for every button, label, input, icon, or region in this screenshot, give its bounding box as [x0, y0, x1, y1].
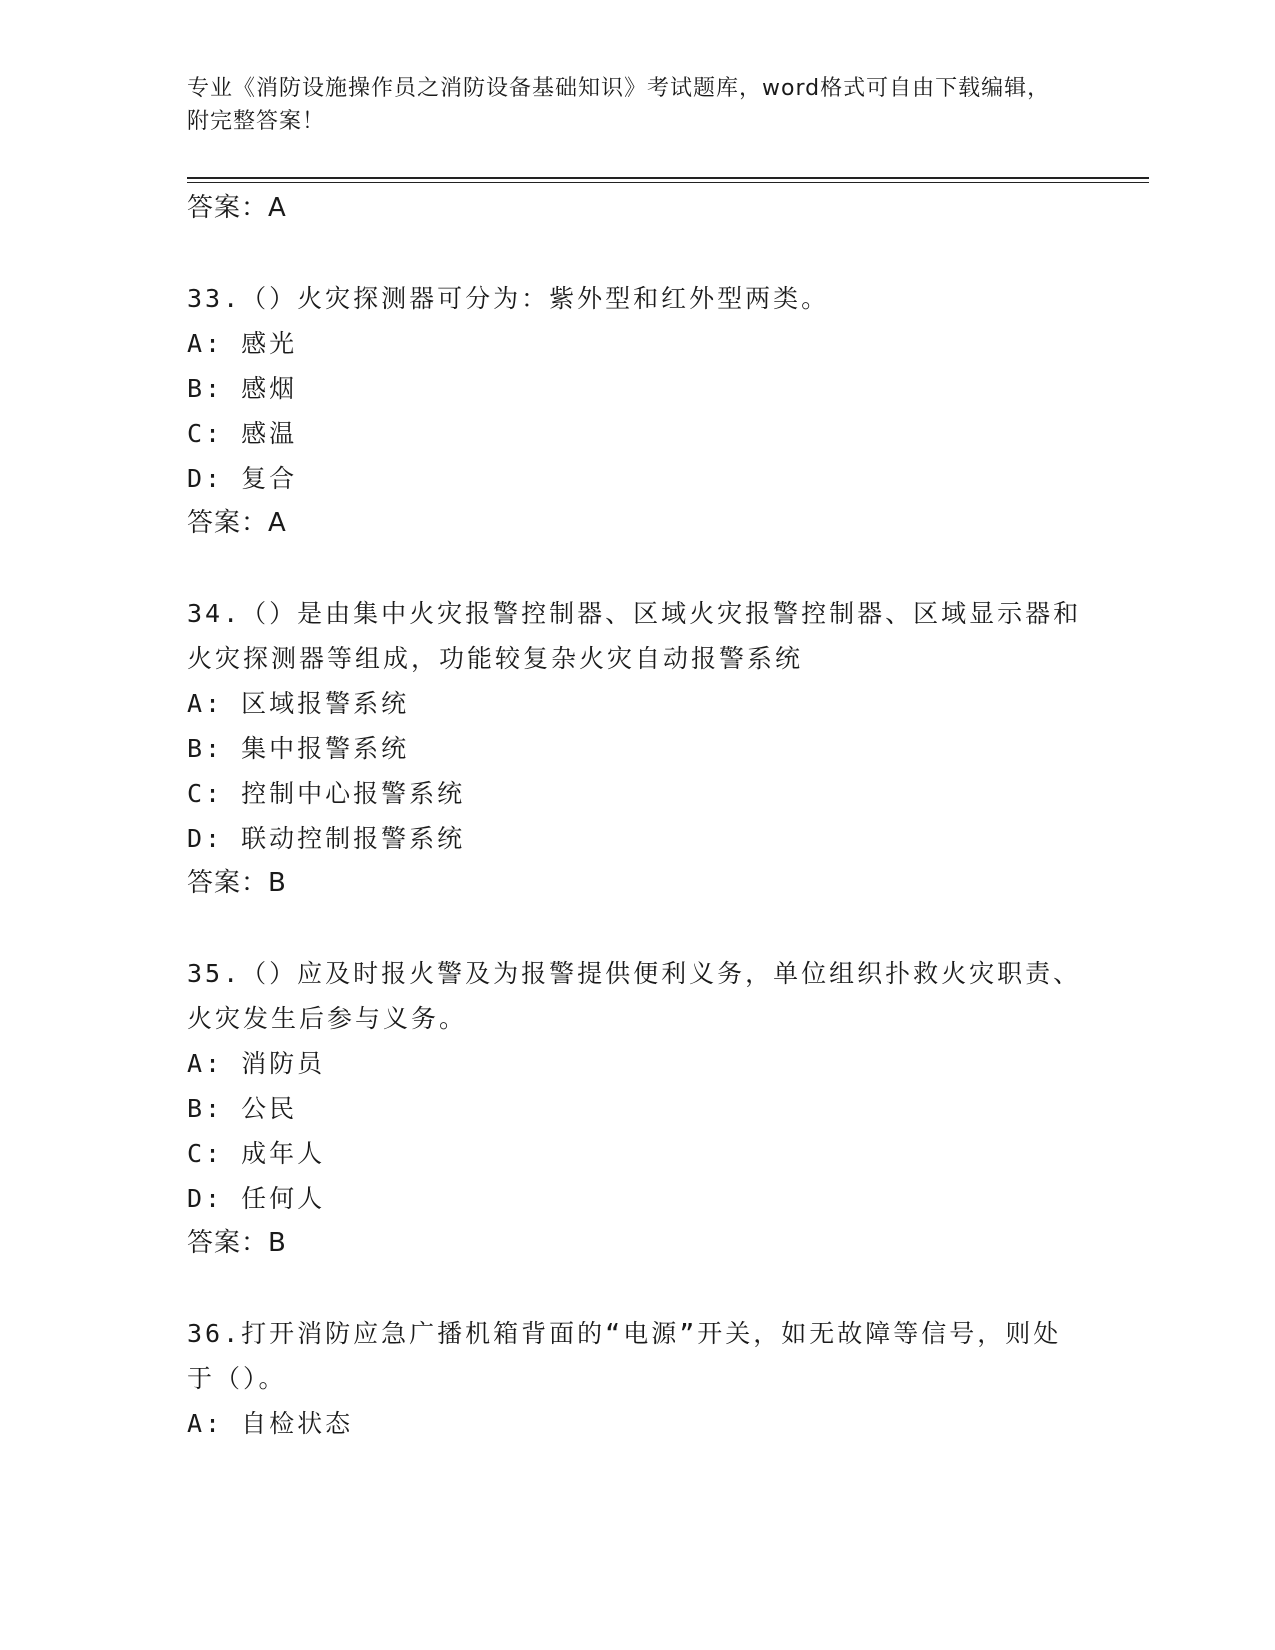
option-a: A: 区域报警系统 — [187, 689, 410, 718]
question-stem: 34.（）是由集中火灾报警控制器、区域火灾报警控制器、区域显示器和火灾探测器等组成，功能较复杂火灾自动报警系统 — [187, 599, 1082, 673]
option-c: C: 控制中心报警系统 — [187, 779, 466, 808]
question-36 — [187, 1311, 1087, 1446]
option-d: D: 复合 — [187, 464, 298, 493]
option-b: B: 集中报警系统 — [187, 734, 410, 763]
question-35 — [187, 951, 1087, 1266]
header-divider — [187, 177, 1149, 183]
answer: 答案：A — [187, 508, 287, 538]
option-b: B: 公民 — [187, 1094, 298, 1123]
question-34 — [187, 591, 1087, 906]
answer-prev-question: 答案：A — [187, 193, 287, 223]
document-body — [187, 186, 1087, 1446]
option-c: C: 成年人 — [187, 1139, 326, 1168]
option-a: A: 自检状态 — [187, 1409, 354, 1438]
question-stem: 36.打开消防应急广播机箱背面的“电源”开关，如无故障等信号，则处于（）。 — [187, 1319, 1062, 1393]
question-stem: 35.（）应及时报火警及为报警提供便利义务，单位组织扑救火灾职责、火灾发生后参与义务。 — [187, 959, 1082, 1033]
answer: 答案：B — [187, 868, 287, 898]
answer: 答案：B — [187, 1228, 287, 1258]
option-a: A: 消防员 — [187, 1049, 326, 1078]
question-33 — [187, 276, 1087, 546]
option-a: A: 感光 — [187, 329, 298, 358]
question-stem: 33.（）火灾探测器可分为：紫外型和红外型两类。 — [187, 284, 830, 313]
option-d: D: 联动控制报警系统 — [187, 824, 466, 853]
page-header: 专业《消防设施操作员之消防设备基础知识》考试题库，word格式可自由下载编辑，附完整答案！ — [187, 76, 1051, 134]
option-d: D: 任何人 — [187, 1184, 326, 1213]
option-b: B: 感烟 — [187, 374, 298, 403]
option-c: C: 感温 — [187, 419, 298, 448]
